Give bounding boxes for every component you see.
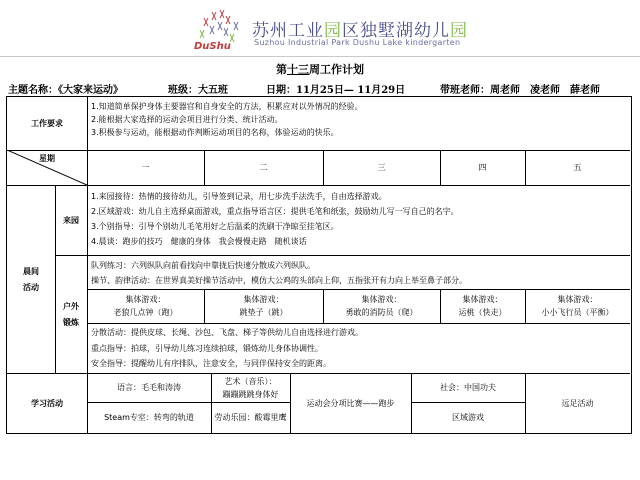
- work-item: 1.知道简单保护身体主要器官和自身安全的方法，积累应对以外情况的经验。: [91, 102, 363, 111]
- free-activity: 分散活动：提供皮球、长绳、沙包、飞盘、梯子等供幼儿自由选择进行游戏。: [91, 328, 363, 337]
- game-cell-fri: 集体游戏： 小小飞行员（平衡）: [541, 295, 614, 317]
- page-title: 第十三周工作计划: [276, 63, 364, 76]
- plan-meta: [8, 81, 628, 95]
- game-cell-tue: 集体游戏： 跳垫子（跳）: [239, 295, 288, 317]
- date-range: 日期：11月25日— 11月29日: [266, 85, 406, 96]
- rhythm-activity: 操节、韵律活动：在世界真美好操节活动中，模仿大公鸡的头部向上仰，五指张开有力向上举至鼻子部分。: [91, 276, 467, 285]
- study-mon-bottom: Steam专室：转弯的轨道: [104, 413, 194, 422]
- study-thu-top: 社会：中国功夫: [440, 383, 496, 392]
- game-cell-mon: 集体游戏： 老狼几点钟（跑）: [113, 295, 178, 317]
- queue-practice: 队列练习：六列纵队向前看找向中靠拢后快速分散成六列纵队。: [91, 261, 315, 270]
- study-fri: 远足活动: [561, 398, 594, 408]
- arrival-label: 来园: [63, 215, 79, 225]
- game-cell-wed: 集体游戏： 勇敢的消防员（爬）: [345, 295, 418, 317]
- work-requirement-list: [91, 100, 626, 148]
- header-divider: [0, 56, 640, 57]
- weekly-plan-table: [6, 96, 632, 434]
- outdoor-exercise-label: 户外 锻炼: [63, 301, 79, 327]
- exercise-intro: [91, 258, 627, 288]
- study-thu-bottom: 区域游戏: [452, 413, 484, 422]
- weekday-tue: 二: [259, 163, 268, 172]
- teachers: 带班老师：周老师 凌老师 薛老师: [440, 85, 600, 96]
- study-mon-top: 语言：毛毛和涛涛: [117, 383, 181, 392]
- weekday-mon: 一: [141, 163, 150, 172]
- arrival-line: 3.个别指导：引导个别幼儿毛笔用好之后温柔的洗刷干净晾至挂笔区。: [91, 222, 339, 231]
- school-logo: [190, 8, 468, 54]
- weekday-fri: 五: [573, 163, 582, 172]
- study-tue-bottom: 劳动乐园：酸霉里鹰: [214, 413, 287, 422]
- study-activity-label: 学习活动: [31, 398, 63, 408]
- weekday-thu: 四: [478, 163, 487, 172]
- exercise-guidance: [91, 325, 627, 371]
- weekday-label: 星期: [39, 154, 55, 163]
- arrival-line: 1.来园接待：热情的接待幼儿，引导签到记录，用七步洗手法洗手，自由选择游戏。: [91, 192, 387, 201]
- morning-activity-label: 晨间 活动: [23, 266, 39, 292]
- work-item: 2.能根据大家选择的运动会项目进行分类、统计活动。: [91, 115, 283, 124]
- arrival-line: 4.晨谈：跑步的技巧 健康的身体 我会慢慢走路 随机谈话: [91, 237, 307, 246]
- work-item: 3.积极参与运动，能根据动作判断运动项目的名称，体验运动的快乐。: [91, 128, 339, 137]
- arrival-content: [91, 189, 627, 253]
- game-cell-thu: 集体游戏： 运桃（快走）: [458, 295, 507, 317]
- logo-wordmark: DuShu: [194, 41, 231, 52]
- weekday-wed: 三: [377, 163, 386, 172]
- study-tue-top: 艺术（音乐）： 蹦蹦跳跳身体好: [222, 376, 279, 399]
- school-name-cn: 苏州工业园区独墅湖幼儿园: [252, 21, 468, 41]
- safety-guidance: 安全指导：提醒幼儿有序排队，注意安全，与同伴保持安全的距离。: [91, 359, 331, 368]
- arrival-line: 2.区域游戏：幼儿自主选择桌面游戏，重点指导语言区：提供毛笔和纸张，鼓励幼儿写一写自己的名字。: [91, 207, 459, 216]
- school-name-en: Suzhou Industrial Park Dushu Lake kindergarten: [254, 38, 461, 47]
- class-name: 班级：大五班: [168, 85, 228, 96]
- theme-name: 主题名称：《大家来运动》: [8, 85, 123, 96]
- key-guidance: 重点指导：拍球，引导幼儿练习连续拍球，锻炼幼儿身体协调性。: [91, 343, 323, 353]
- work-requirement-label: 工作要求: [31, 119, 63, 128]
- study-wed: 运动会分项比赛——跑步: [306, 398, 395, 408]
